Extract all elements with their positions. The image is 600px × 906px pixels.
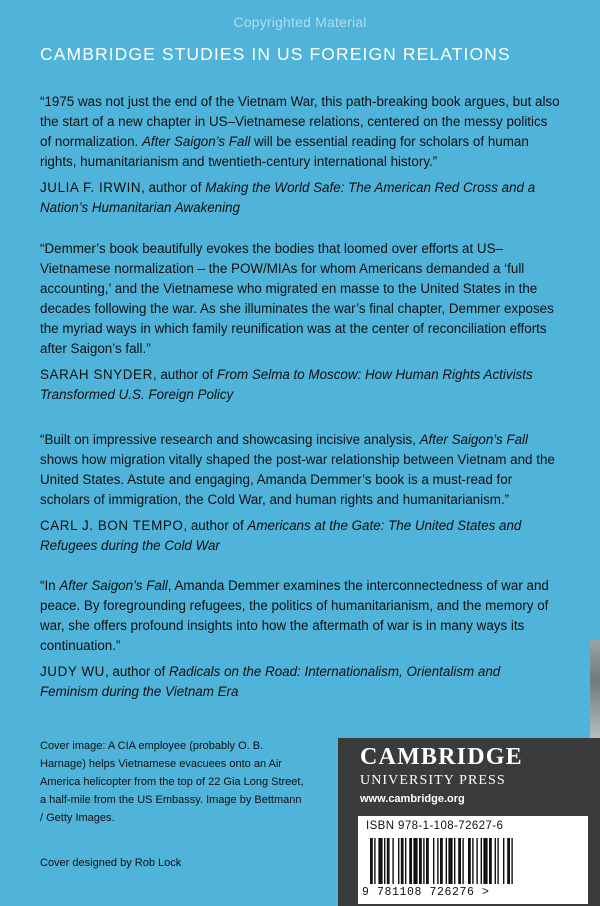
- blurb-attribution: JUDY WU, author of Radicals on the Road: Internationalism, Orientalism and Feminism during the Vietnam Era: [40, 664, 501, 699]
- blurb-quote: “Demmer’s book beautifully evokes the bodies that loomed over efforts at US–Vietnamese normalization – the POW/MIAs for whom Americans demanded a ‘full accounting,’ and the Vietnamese who migrated en masse to the United States in the decades following the war. As she illuminates the war’s final chapter, Demmer exposes the myriad ways in which family reunification was at the center of reconciliation efforts after Saigon’s fall.”: [40, 241, 554, 356]
- barcode-bar: [462, 838, 463, 884]
- barcode-bar: [472, 838, 473, 884]
- barcode-bar: [392, 838, 393, 884]
- publisher-url: www.cambridge.org: [360, 793, 465, 805]
- barcode-bar: [419, 838, 422, 884]
- barcode-bar: [433, 838, 434, 884]
- blurb-book-title: Americans at the Gate: The United States and Refugees during the Cold War: [40, 518, 522, 553]
- barcode-bar: [495, 838, 496, 884]
- blurb-attribution: CARL J. BON TEMPO, author of Americans at the Gate: The United States and Refugees during the Cold War: [40, 518, 522, 553]
- barcode-bar: [511, 838, 512, 884]
- blurb-2: [40, 239, 560, 405]
- cover-image-credit: Cover image: A CIA employee (probably O. B. Harnage) helps Vietnamese evacuees onto an Air America helicopter from the top of 22 Gia Long Street, a half-mile from the US Embassy. Image by Bettmann / Getty Images.: [40, 740, 304, 824]
- blurb-quote: “1975 was not just the end of the Vietnam War, this path-breaking book argues, but also the start of a new chapter in US–Vietnamese relations, centered on the messy politics of normalization. After Saigon’s Fall will be essential reading for scholars of human rights, humanitarianism and twentieth-century international history.”: [40, 94, 560, 169]
- publisher-box: [338, 738, 600, 906]
- barcode-bar: [374, 838, 375, 884]
- barcode-bar: [497, 838, 498, 884]
- blurb-book-title: From Selma to Moscow: How Human Rights Activists Transformed U.S. Foreign Policy: [40, 367, 533, 402]
- barcode-bar: [387, 838, 390, 884]
- barcode-bar: [454, 838, 455, 884]
- barcode-bar: [440, 838, 443, 884]
- barcode-bar: [476, 838, 477, 884]
- barcode-bar: [384, 838, 385, 884]
- barcode-icon: [370, 838, 575, 886]
- cover-photo-edge: [590, 640, 600, 740]
- isbn-label: ISBN 978-1-108-72627-6: [366, 820, 504, 832]
- barcode-bar: [503, 838, 504, 884]
- barcode-bar: [481, 838, 482, 884]
- blurb-book-title: Radicals on the Road: Internationalism, Orientalism and Feminism during the Vietnam Era: [40, 664, 501, 699]
- blurb-1: [40, 92, 560, 218]
- barcode-bar: [437, 838, 438, 884]
- barcode-bar: [423, 838, 424, 884]
- cover-designer-credit: Cover designed by Rob Lock: [40, 857, 182, 869]
- barcode-panel: [358, 816, 588, 904]
- barcode-bar: [458, 838, 461, 884]
- barcode-bar: [507, 838, 510, 884]
- barcode-bar: [413, 838, 417, 884]
- watermark: Copyrighted Material: [233, 14, 367, 30]
- blurb-book-title: Making the World Safe: The American Red Cross and a Nation’s Humanitarian Awakening: [40, 180, 536, 215]
- blurb-author: JULIA F. IRWIN: [40, 180, 142, 195]
- publisher-subtitle: UNIVERSITY PRESS: [360, 773, 506, 788]
- barcode-bar: [405, 838, 406, 884]
- barcode-bar: [370, 838, 373, 884]
- barcode-bar: [448, 838, 452, 884]
- barcode-number: 9 781108 726276 >: [362, 886, 490, 899]
- barcode-bar: [483, 838, 487, 884]
- blurb-author: SARAH SNYDER: [40, 367, 153, 382]
- blurb-3: [40, 430, 560, 556]
- barcode-bar: [398, 838, 399, 884]
- series-title: CAMBRIDGE STUDIES IN US FOREIGN RELATIONS: [40, 44, 511, 64]
- blurb-attribution: JULIA F. IRWIN, author of Making the World Safe: The American Red Cross and a Nation’s Humanitarian Awakening: [40, 180, 536, 215]
- barcode-bar: [426, 838, 429, 884]
- barcode-bar: [401, 838, 404, 884]
- barcode-bar: [409, 838, 412, 884]
- barcode-bar: [378, 838, 382, 884]
- blurb-quote: “Built on impressive research and showcasing incisive analysis, After Saigon’s Fall shows how migration vitally shaped the post-war relationship between Vietnam and the United States. Astute and engaging, Amanda Demmer’s book is a must-read for scholars of immigration, the Cold War, and human rights and humanitarianism.”: [40, 432, 555, 507]
- blurb-author: CARL J. BON TEMPO: [40, 518, 184, 533]
- blurb-author: JUDY WU: [40, 664, 105, 679]
- barcode-bar: [468, 838, 471, 884]
- blurb-attribution: SARAH SNYDER, author of From Selma to Moscow: How Human Rights Activists Transformed U.S. Foreign Policy: [40, 367, 533, 402]
- blurb-quote: “In After Saigon’s Fall, Amanda Demmer examines the interconnectedness of war and peace. By foregrounding refugees, the politics of humanitarianism, and the memory of war, she offers profound insights into how the aftermath of war is in many ways its continuation.”: [40, 578, 549, 653]
- barcode-bar: [489, 838, 492, 884]
- publisher-name: CAMBRIDGE: [360, 744, 523, 770]
- blurb-4: [40, 576, 560, 702]
- barcode-bar: [446, 838, 447, 884]
